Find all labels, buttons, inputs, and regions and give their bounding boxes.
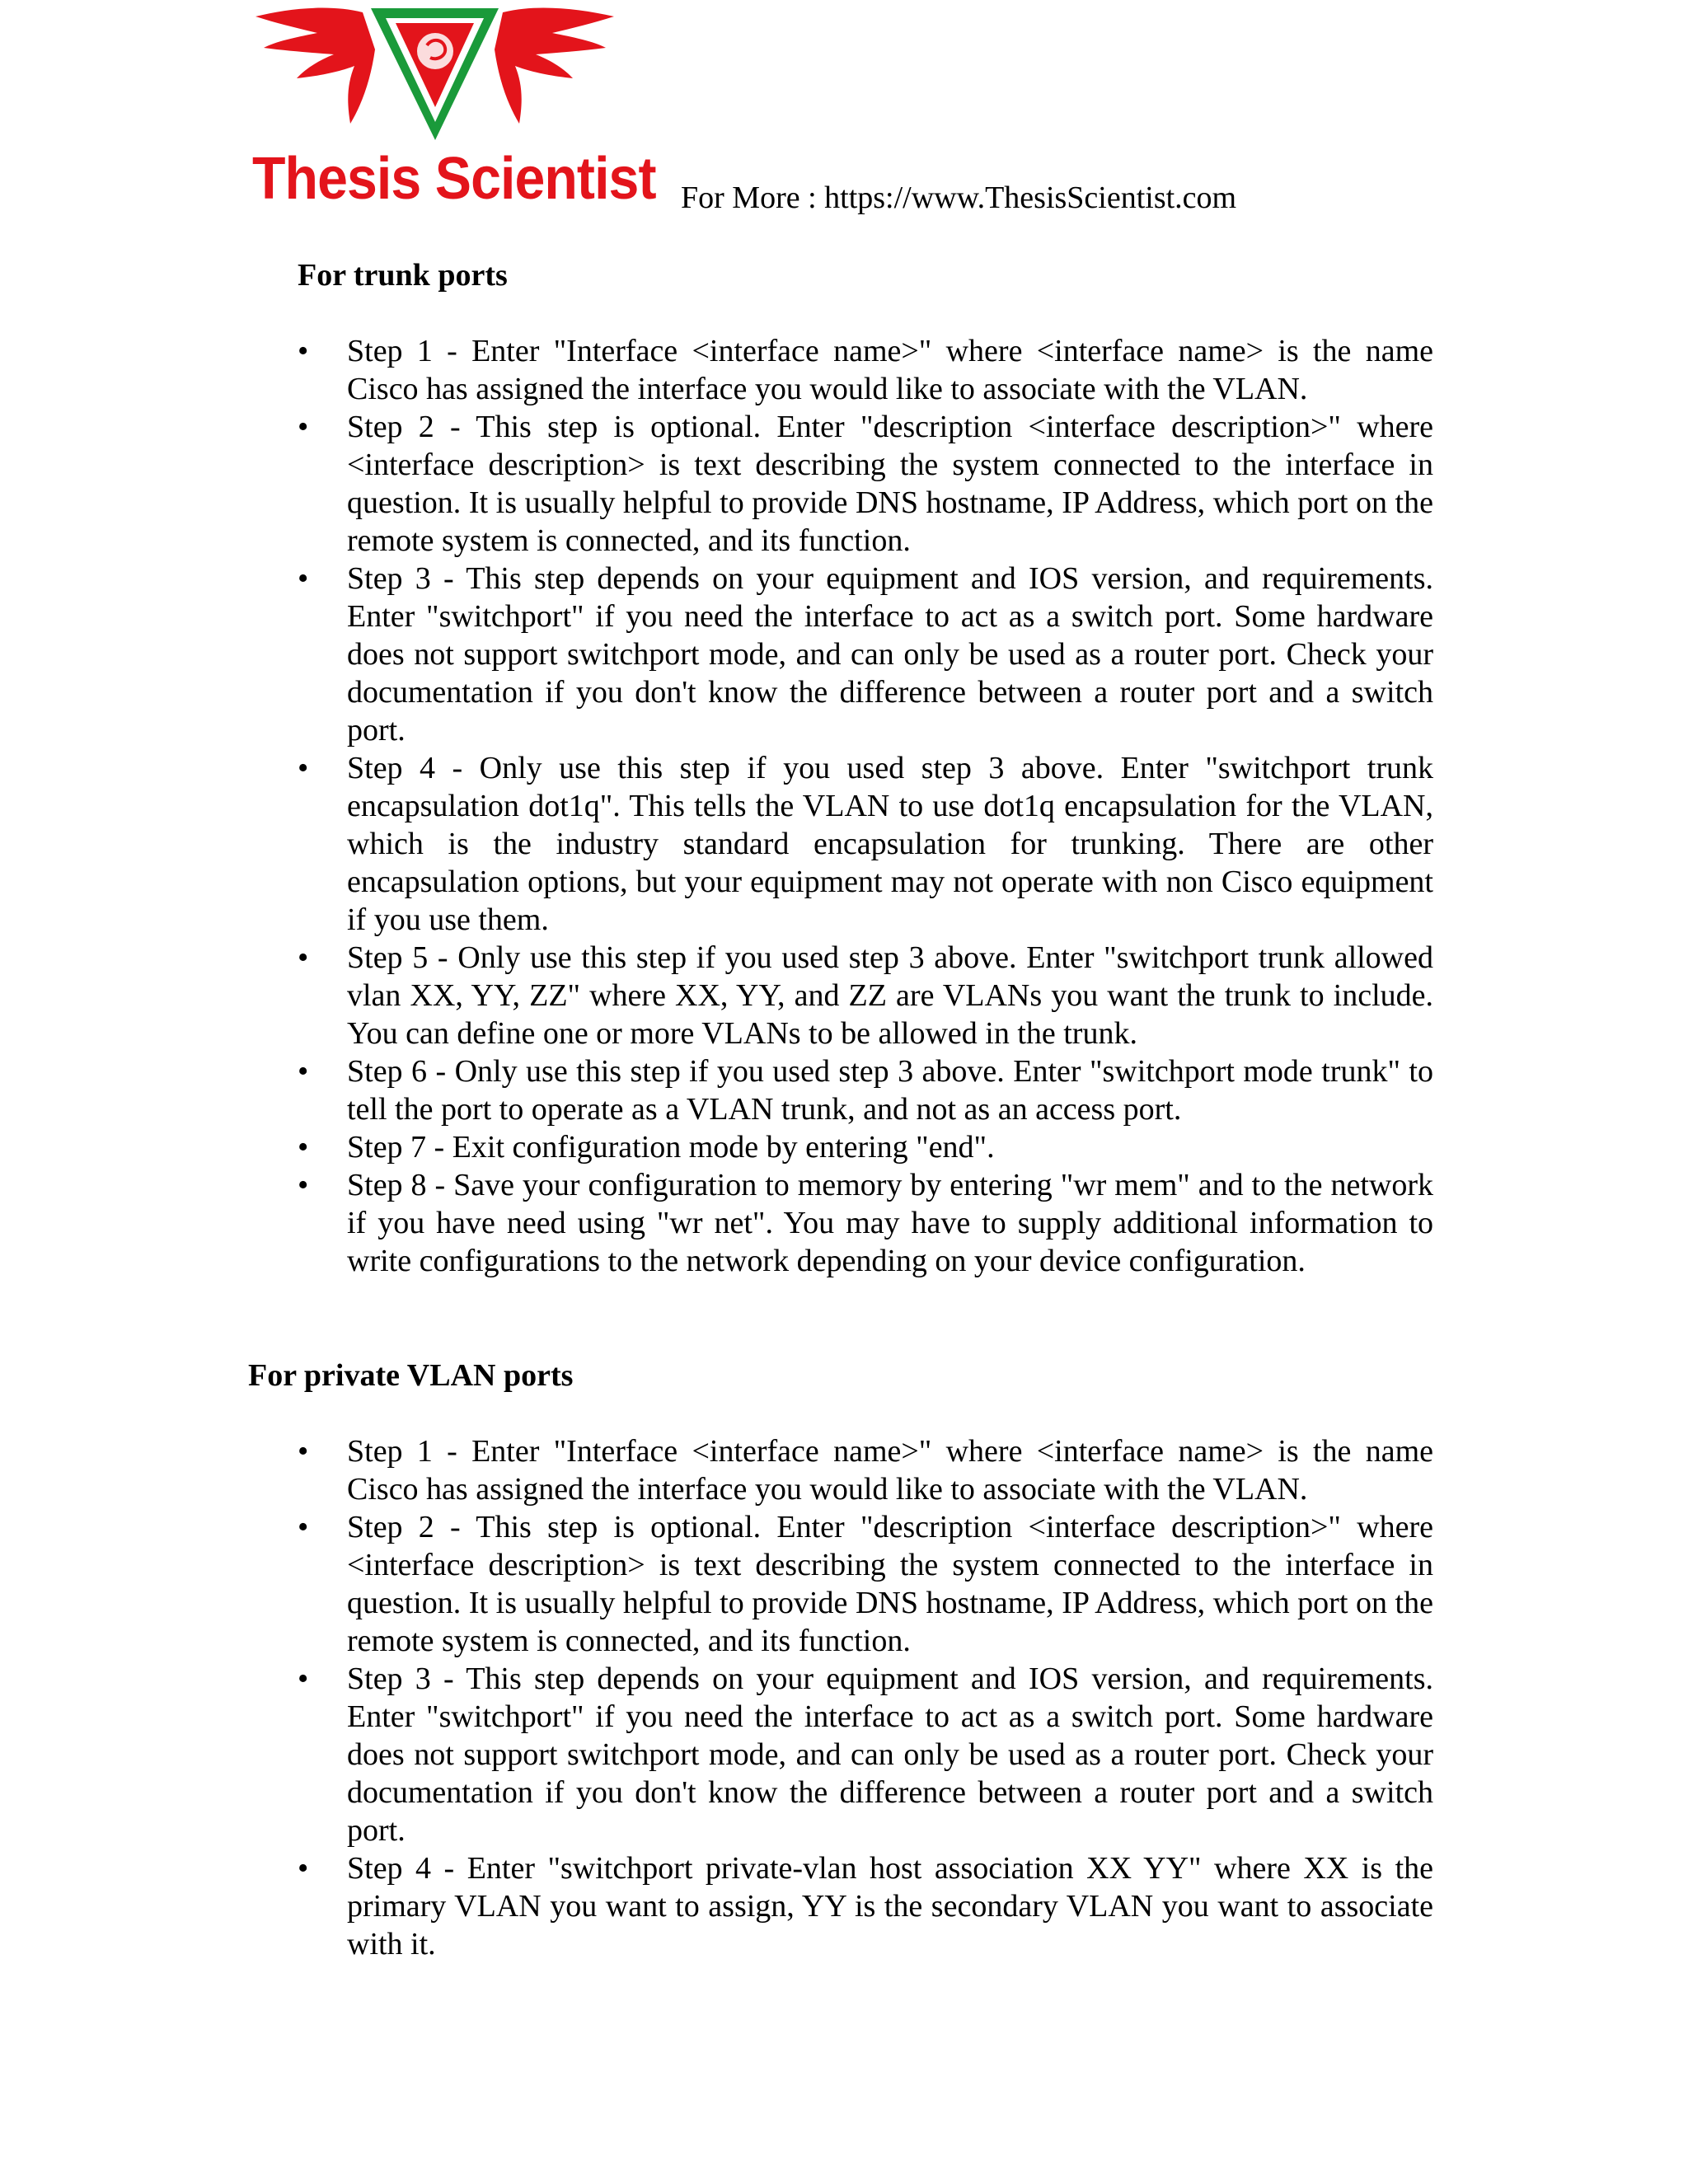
step-text: Step 7 - Exit configuration mode by entering "end". xyxy=(347,1130,995,1165)
bullet-icon: • xyxy=(298,1661,309,1696)
list-item xyxy=(298,1660,1433,1849)
bullet-icon: • xyxy=(298,561,309,596)
list-item xyxy=(298,749,1433,939)
step-text: Step 6 - Only use this step if you used step 3 above. Enter "switchport mode trunk" to tell the port to operate as a VLAN trunk, and not as an access port. xyxy=(347,1054,1433,1127)
bullet-icon: • xyxy=(298,1510,309,1544)
private-vlan-steps-list xyxy=(298,1432,1433,1963)
list-item xyxy=(298,939,1433,1052)
list-item xyxy=(298,1508,1433,1660)
step-text: Step 8 - Save your configuration to memory by entering "wr mem" and to the network if you have need using "wr net". You may have to supply additional information to write configurations to the network depending on your device configuration. xyxy=(347,1168,1433,1278)
bullet-icon: • xyxy=(298,1851,309,1886)
bullet-icon: • xyxy=(298,1130,309,1165)
bullet-icon: • xyxy=(298,751,309,785)
step-text: Step 4 - Only use this step if you used step 3 above. Enter "switchport trunk encapsulation dot1q". This tells the VLAN to use dot1q encapsulation for the VLAN, which is the industry standard encapsulation for trunking. There are other encapsulation options, but your equipment may not operate with non Cisco equipment if you use them. xyxy=(347,751,1433,937)
list-item xyxy=(298,1128,1433,1166)
step-text: Step 3 - This step depends on your equipment and IOS version, and requirements. Enter "switchport" if you need the interface to act as a switch port. Some hardware does not support switchport mode, and can only be used as a router port. Check your documentation if you don't know the difference between a router port and a switch port. xyxy=(347,1661,1433,1848)
step-text: Step 3 - This step depends on your equipment and IOS version, and requirements. Enter "switchport" if you need the interface to act as a switch port. Some hardware does not support switchport mode, and can only be used as a router port. Check your documentation if you don't know the difference between a router port and a switch port. xyxy=(347,561,1433,748)
logo-wordmark: Thesis Scientist xyxy=(252,146,656,212)
bullet-icon: • xyxy=(298,1054,309,1089)
step-text: Step 1 - Enter "Interface <interface name>" where <interface name> is the name Cisco has assigned the interface you would like to associate with the VLAN. xyxy=(347,1434,1433,1507)
list-item xyxy=(298,1432,1433,1508)
list-item xyxy=(298,1052,1433,1128)
list-item xyxy=(298,1849,1433,1963)
list-item xyxy=(298,408,1433,560)
section-heading-private-vlan-ports: For private VLAN ports xyxy=(248,1358,574,1393)
step-text: Step 4 - Enter "switchport private-vlan host association XX YY" where XX is the primary VLAN you want to assign, YY is the secondary VLAN you want to associate with it. xyxy=(347,1851,1433,1961)
list-item xyxy=(298,560,1433,749)
bullet-icon: • xyxy=(298,410,309,444)
bullet-icon: • xyxy=(298,940,309,975)
more-info-link[interactable]: For More : https://www.ThesisScientist.com xyxy=(681,180,1237,215)
list-item xyxy=(298,332,1433,408)
step-text: Step 2 - This step is optional. Enter "description <interface description>" where <interface description> is text describing the system connected to the interface in question. It is usually helpful to provide DNS hostname, IP Address, which port on the remote system is connected, and its function. xyxy=(347,410,1433,558)
step-text: Step 2 - This step is optional. Enter "description <interface description>" where <interface description> is text describing the system connected to the interface in question. It is usually helpful to provide DNS hostname, IP Address, which port on the remote system is connected, and its function. xyxy=(347,1510,1433,1658)
trunk-steps-list xyxy=(298,332,1433,1280)
bullet-icon: • xyxy=(298,1434,309,1469)
step-text: Step 1 - Enter "Interface <interface name>" where <interface name> is the name Cisco has assigned the interface you would like to associate with the VLAN. xyxy=(347,334,1433,406)
list-item xyxy=(298,1166,1433,1280)
bullet-icon: • xyxy=(298,334,309,368)
bullet-icon: • xyxy=(298,1168,309,1202)
section-heading-trunk-ports: For trunk ports xyxy=(298,258,508,293)
step-text: Step 5 - Only use this step if you used step 3 above. Enter "switchport trunk allowed vlan XX, YY, ZZ" where XX, YY, and ZZ are VLANs you want the trunk to include. You can define one or more VLANs to be allowed in the trunk. xyxy=(347,940,1433,1051)
